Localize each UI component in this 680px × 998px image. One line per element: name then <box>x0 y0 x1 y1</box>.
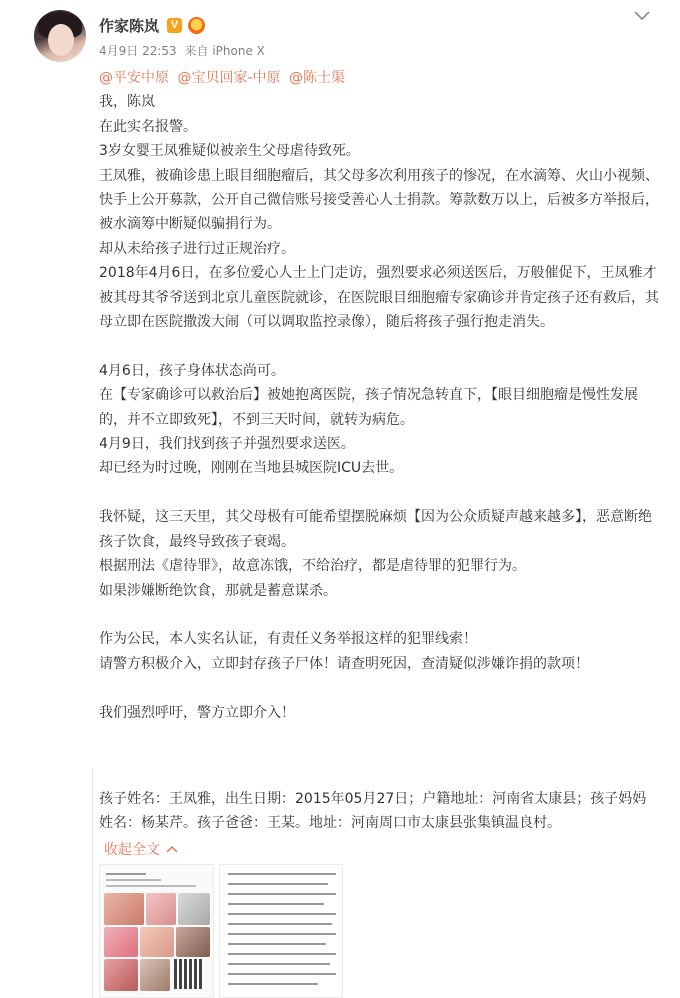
content-paragraph: 根据刑法《虐待罪》，故意冻饿，不给治疗，都是虐待罪的犯罪行为。 <box>99 558 526 575</box>
thumb-photo <box>140 927 174 957</box>
content-paragraph: 作为公民，本人实名认证，有责任义务举报这样的犯罪线索！ <box>99 631 477 648</box>
image-thumbnail[interactable] <box>219 864 343 998</box>
content-paragraph: 2018年4月6日，在多位爱心人士上门走访，强烈要求必须送医后，万般催促下，王凤雅才被其母其爷爷送到北京儿童医院就诊，在医院眼目细胞瘤专家确诊并肯定孩子还有救后，其母立即在医院撒泼大闹（可以调取监控录像），随后将孩子强行抱走消失。 <box>99 265 659 331</box>
mention-link[interactable]: @平安中原 <box>99 70 169 86</box>
thumb-text-line <box>228 963 330 965</box>
author-name[interactable]: 作家陈岚 <box>99 16 160 35</box>
thumb-photo <box>104 959 138 991</box>
thumb-photo <box>146 893 176 925</box>
thumb-text-line <box>228 983 318 985</box>
thumb-text-line <box>106 879 161 881</box>
content-paragraph: 请警方积极介入，立即封存孩子尸体！请查明死因，查清疑似涉嫌诈捐的款项！ <box>99 655 589 672</box>
post-content <box>99 66 659 725</box>
content-paragraph: 却从未给孩子进行过正规治疗。 <box>99 240 295 257</box>
thumb-photo <box>104 927 138 957</box>
collapse-full-text-link[interactable] <box>104 839 178 859</box>
medal-icon[interactable] <box>188 17 205 34</box>
chevron-down-icon[interactable] <box>632 8 652 24</box>
quote-divider <box>92 768 93 998</box>
mention-link[interactable]: @宝贝回家-中原 <box>177 70 281 86</box>
thumb-text-line <box>228 973 336 975</box>
thumb-text-line <box>228 933 336 935</box>
thumb-text-line <box>228 923 332 925</box>
content-paragraph: 如果涉嫌断绝饮食，那就是蓄意谋杀。 <box>99 582 337 599</box>
mention-link[interactable]: @陈士渠 <box>288 70 345 86</box>
thumb-text-line <box>228 943 326 945</box>
content-paragraph: 王凤雅，被确诊患上眼目细胞瘤后，其父母多次利用孩子的惨况，在水滴筹、火山小视频、快手上公开募款，公开自己微信账号接受善心人士捐款。筹款数万以上，后被多方举报后，被水滴筹中断疑似骗捐行为。 <box>99 167 659 233</box>
thumb-photo <box>178 893 210 925</box>
post-meta <box>99 42 269 59</box>
thumb-photo <box>176 927 210 957</box>
content-paragraph: 在【专家确诊可以救治后】被她抱离医院，孩子情况急转直下，【眼目细胞瘤是慢性发展的，并不立即致死】，不到三天时间，就转为病危。 <box>99 387 638 428</box>
blank-line <box>99 481 659 505</box>
thumb-text-line <box>106 873 146 875</box>
blank-line <box>99 676 659 700</box>
thumb-photo <box>104 893 144 925</box>
thumb-text-line <box>228 893 336 895</box>
thumb-photo <box>140 959 170 991</box>
author-avatar[interactable] <box>34 10 86 62</box>
content-paragraph: 我们强烈呼吁，警方立即介入！ <box>99 704 295 721</box>
child-info-text: 孩子姓名：王凤雅，出生日期：2015年05月27日；户籍地址：河南省太康县；孩子妈妈姓名：杨某芹。孩子爸爸：王某。地址：河南周口市太康县张集镇温良村。 <box>99 791 647 831</box>
author-name-row <box>99 14 205 36</box>
content-paragraph: 我，陈岚 <box>99 94 155 111</box>
thumb-text-line <box>228 903 324 905</box>
content-paragraph: 我怀疑，这三天里，其父母极有可能希望摆脱麻烦【因为公众质疑声越来越多】，恶意断绝孩子饮食，最终导致孩子衰竭。 <box>99 509 652 550</box>
post-time[interactable]: 4月9日 22:53 <box>99 44 177 58</box>
verified-icon[interactable]: V <box>167 18 182 33</box>
thumb-text-line <box>228 883 328 885</box>
image-thumbnail[interactable] <box>99 864 214 998</box>
collapse-label: 收起全文 <box>104 842 160 858</box>
content-paragraph: 4月9日，我们找到孩子并强烈要求送医。 <box>99 436 355 453</box>
content-paragraph: 却已经为时过晚，刚刚在当地县城医院ICU去世。 <box>99 460 404 477</box>
blank-line <box>99 603 659 627</box>
mentions-row <box>99 66 659 90</box>
blank-line <box>99 334 659 358</box>
avatar-face-shape <box>48 24 74 56</box>
thumb-text-line <box>106 885 196 887</box>
thumb-text-line <box>228 953 336 955</box>
content-paragraph: 3岁女婴王凤雅疑似被亲生父母虐待致死。 <box>99 143 360 160</box>
chevron-up-icon <box>166 845 178 853</box>
content-paragraph: 在此实名报警。 <box>99 118 197 135</box>
thumb-text-line <box>228 913 336 915</box>
thumb-text-line <box>228 873 336 875</box>
content-paragraph: 4月6日，孩子身体状态尚可。 <box>99 362 285 379</box>
qr-code-icon <box>174 959 204 989</box>
post-source: 来自 iPhone X <box>184 44 265 58</box>
